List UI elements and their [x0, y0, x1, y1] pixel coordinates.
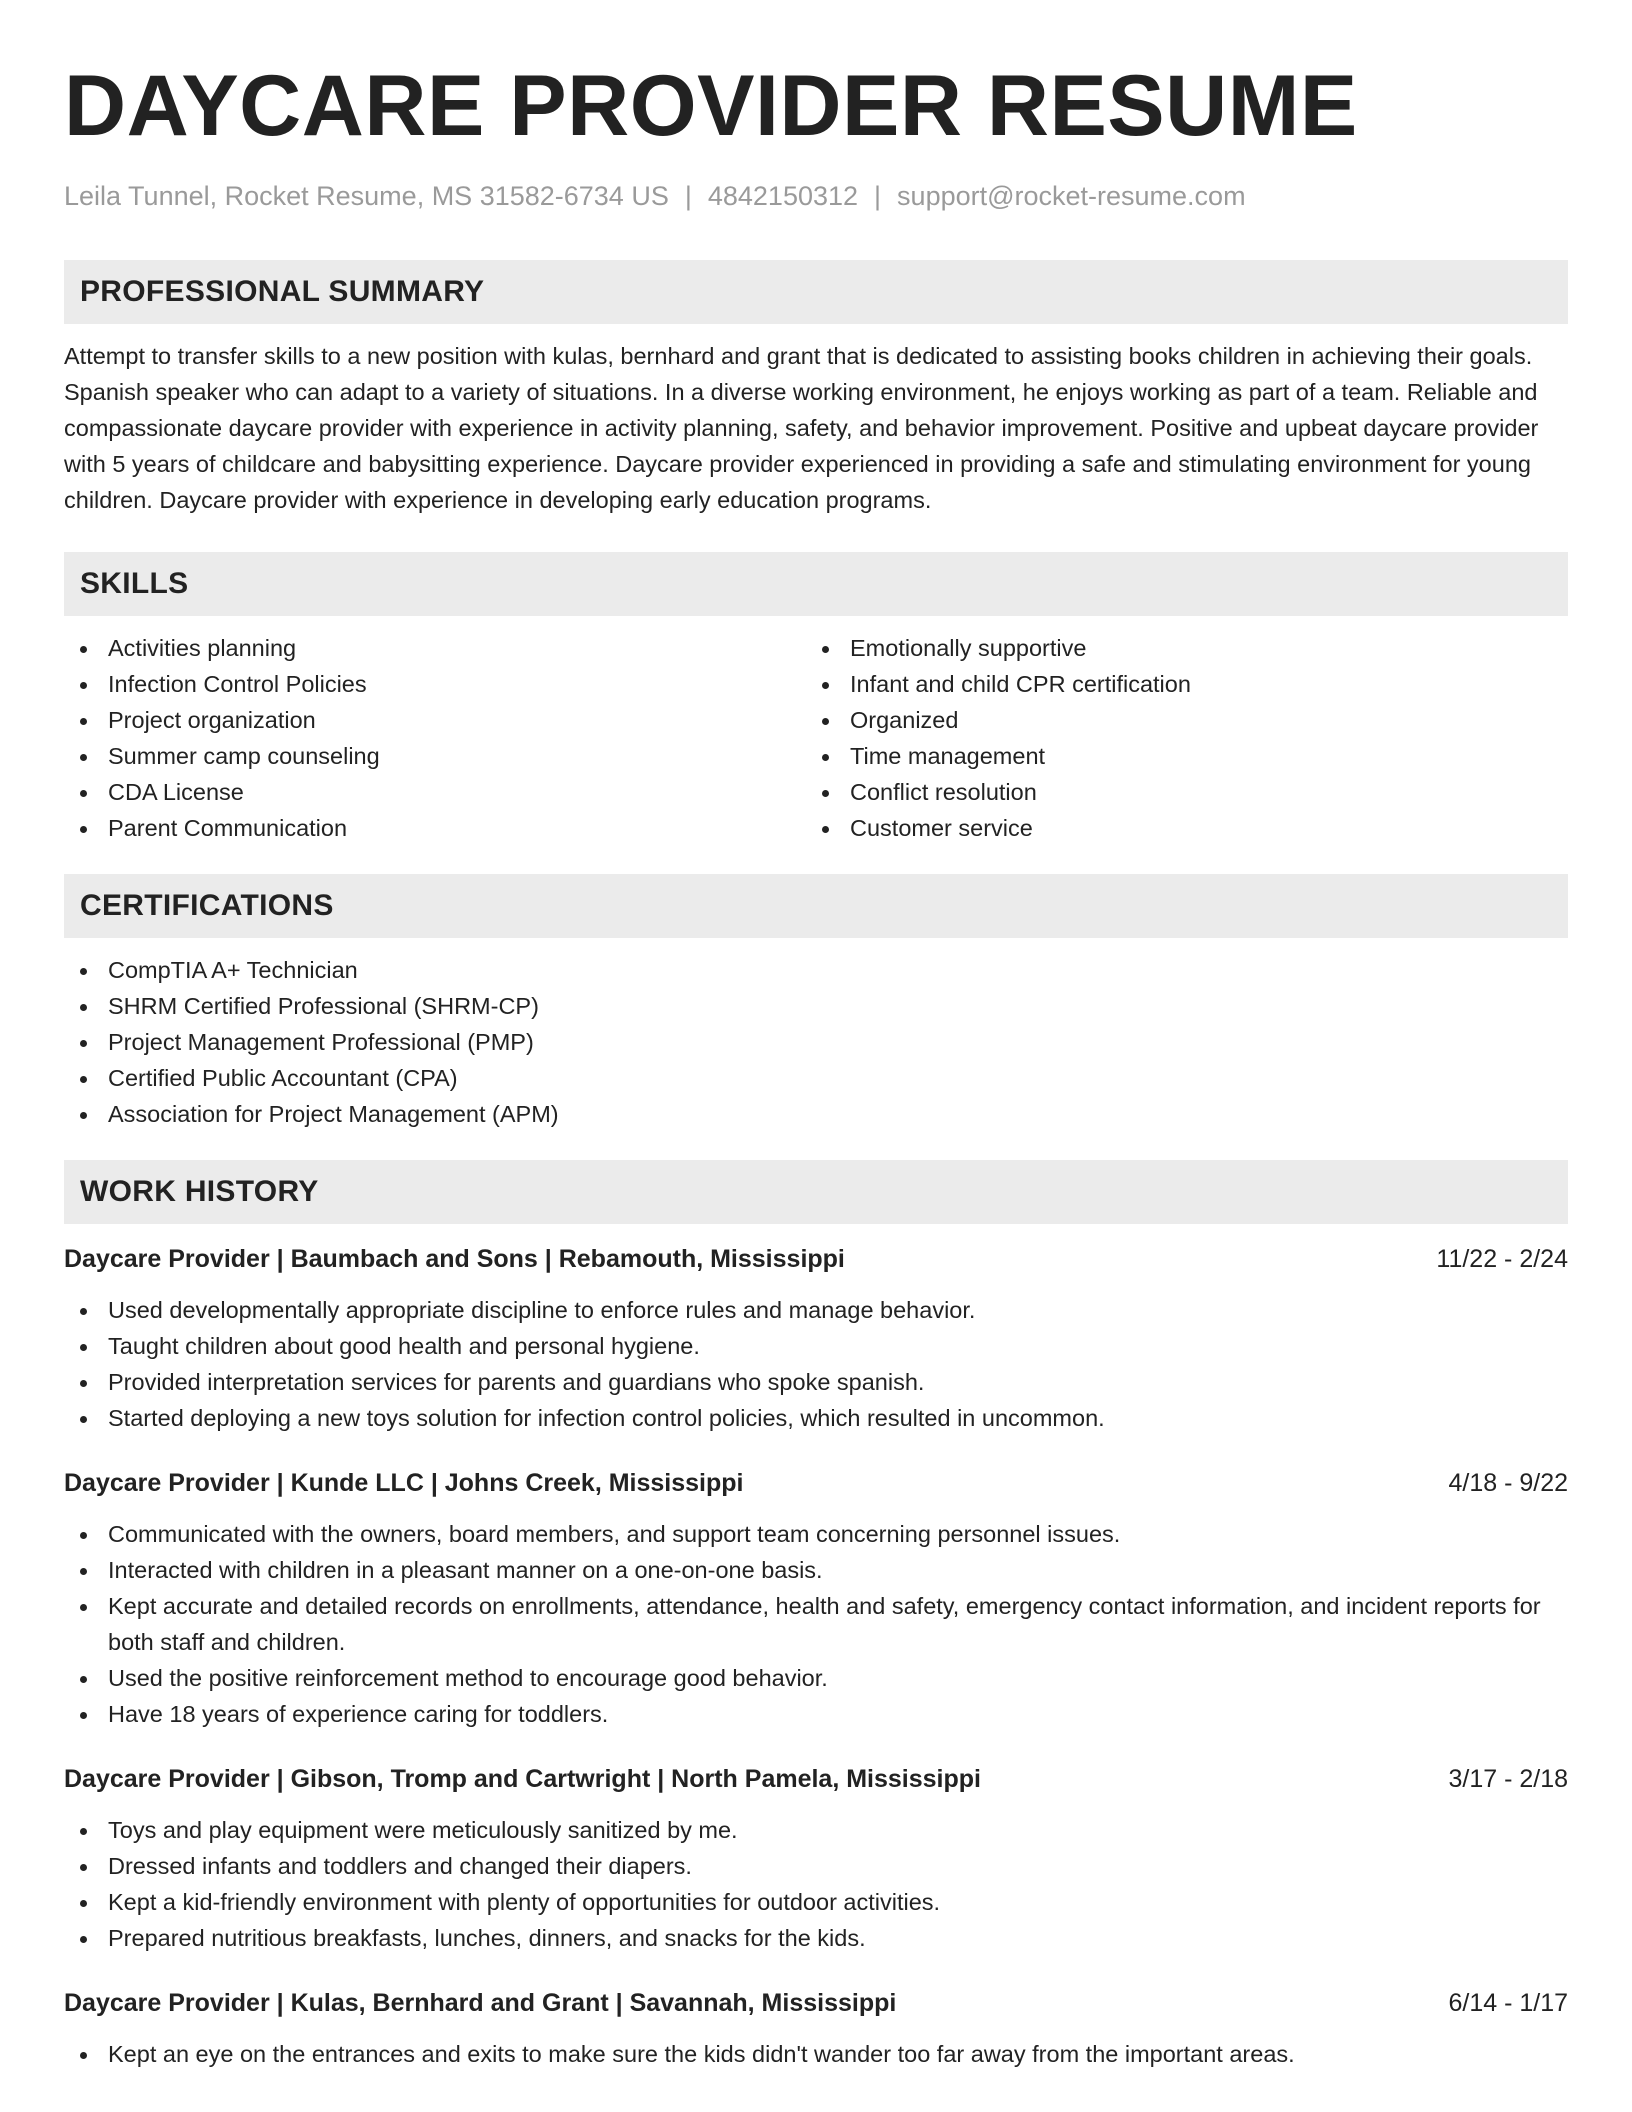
skill-item: Infant and child CPR certification	[806, 666, 1548, 702]
job-bullet: Prepared nutritious breakfasts, lunches, dinners, and snacks for the kids.	[64, 1920, 1568, 1956]
job-header	[64, 1242, 1568, 1276]
certification-item: CompTIA A+ Technician	[64, 952, 1568, 988]
section-heading-work-history: WORK HISTORY	[64, 1160, 1568, 1224]
job-bullets	[64, 1292, 1568, 1436]
job-entry	[64, 1466, 1568, 1732]
skill-item: Organized	[806, 702, 1548, 738]
skill-item: Time management	[806, 738, 1548, 774]
skill-item: CDA License	[64, 774, 806, 810]
job-bullet: Interacted with children in a pleasant manner on a one-on-one basis.	[64, 1552, 1568, 1588]
job-header	[64, 1762, 1568, 1796]
job-title: Daycare Provider | Kulas, Bernhard and Grant | Savannah, Mississippi	[64, 1989, 897, 2017]
job-bullet: Used developmentally appropriate discipline to enforce rules and manage behavior.	[64, 1292, 1568, 1328]
job-dates: 11/22 - 2/24	[1436, 1245, 1568, 1273]
contact-phone: 4842150312	[707, 181, 859, 211]
job-bullet: Communicated with the owners, board members, and support team concerning personnel issues.	[64, 1516, 1568, 1552]
certification-item: Project Management Professional (PMP)	[64, 1024, 1568, 1060]
job-bullet: Used the positive reinforcement method to encourage good behavior.	[64, 1660, 1568, 1696]
skill-item: Emotionally supportive	[806, 630, 1548, 666]
resume-page	[64, 58, 1568, 2072]
certification-item: SHRM Certified Professional (SHRM-CP)	[64, 988, 1568, 1024]
skill-item: Customer service	[806, 810, 1548, 846]
certifications-list	[64, 952, 1568, 1132]
job-bullet: Taught children about good health and personal hygiene.	[64, 1328, 1568, 1364]
job-entry	[64, 1762, 1568, 1956]
skill-item: Activities planning	[64, 630, 806, 666]
certification-item: Association for Project Management (APM)	[64, 1096, 1568, 1132]
job-bullets	[64, 2036, 1568, 2072]
job-entry	[64, 1986, 1568, 2072]
job-bullet: Started deploying a new toys solution for infection control policies, which resulted in uncommon.	[64, 1400, 1568, 1436]
job-bullet: Kept accurate and detailed records on enrollments, attendance, health and safety, emergency contact information, and incident reports for both staff and children.	[64, 1588, 1568, 1660]
contact-email: support@rocket-resume.com	[897, 181, 1246, 211]
job-bullet: Kept an eye on the entrances and exits to make sure the kids didn't wander too far away from the important areas.	[64, 2036, 1568, 2072]
page-title: DAYCARE PROVIDER RESUME	[64, 58, 1358, 154]
contact-address: Leila Tunnel, Rocket Resume, MS 31582-6734 US	[64, 181, 669, 211]
job-bullet: Provided interpretation services for parents and guardians who spoke spanish.	[64, 1364, 1568, 1400]
contact-separator: |	[684, 181, 692, 211]
skill-item: Project organization	[64, 702, 806, 738]
job-title: Daycare Provider | Baumbach and Sons | Rebamouth, Mississippi	[64, 1245, 845, 1273]
skills-list-right	[806, 630, 1548, 846]
contact-line	[64, 178, 1568, 214]
certification-item: Certified Public Accountant (CPA)	[64, 1060, 1568, 1096]
skills-grid	[64, 630, 1568, 846]
job-dates: 3/17 - 2/18	[1448, 1765, 1568, 1793]
summary-text: Attempt to transfer skills to a new position with kulas, bernhard and grant that is dedicated to assisting books children in achieving their goals. Spanish speaker who can adapt to a variety of situations. In a diverse working environment, he enjoys working as part of a team. Reliable and compassionate daycare provider with experience in activity planning, safety, and behavior improvement. Positive and upbeat daycare provider with 5 years of childcare and babysitting experience. Daycare provider experienced in providing a safe and stimulating environment for young children. Daycare provider with experience in developing early education programs.	[64, 343, 1539, 513]
skill-item: Summer camp counseling	[64, 738, 806, 774]
job-dates: 6/14 - 1/17	[1448, 1989, 1568, 2017]
job-bullet: Kept a kid-friendly environment with plenty of opportunities for outdoor activities.	[64, 1884, 1568, 1920]
section-heading-summary: PROFESSIONAL SUMMARY	[64, 260, 1568, 324]
section-heading-certifications: CERTIFICATIONS	[64, 874, 1568, 938]
skill-item: Parent Communication	[64, 810, 806, 846]
job-header	[64, 1466, 1568, 1500]
job-bullet: Toys and play equipment were meticulously sanitized by me.	[64, 1812, 1568, 1848]
job-bullets	[64, 1812, 1568, 1956]
skill-item: Infection Control Policies	[64, 666, 806, 702]
job-title: Daycare Provider | Kunde LLC | Johns Creek, Mississippi	[64, 1469, 744, 1497]
job-entry	[64, 1242, 1568, 1436]
job-header	[64, 1986, 1568, 2020]
job-bullet: Have 18 years of experience caring for toddlers.	[64, 1696, 1568, 1732]
job-bullets	[64, 1516, 1568, 1732]
job-dates: 4/18 - 9/22	[1448, 1469, 1568, 1497]
skills-list-left	[64, 630, 806, 846]
skill-item: Conflict resolution	[806, 774, 1548, 810]
section-heading-skills: SKILLS	[64, 552, 1568, 616]
job-title: Daycare Provider | Gibson, Tromp and Cartwright | North Pamela, Mississippi	[64, 1765, 981, 1793]
job-bullet: Dressed infants and toddlers and changed their diapers.	[64, 1848, 1568, 1884]
contact-separator: |	[874, 181, 882, 211]
